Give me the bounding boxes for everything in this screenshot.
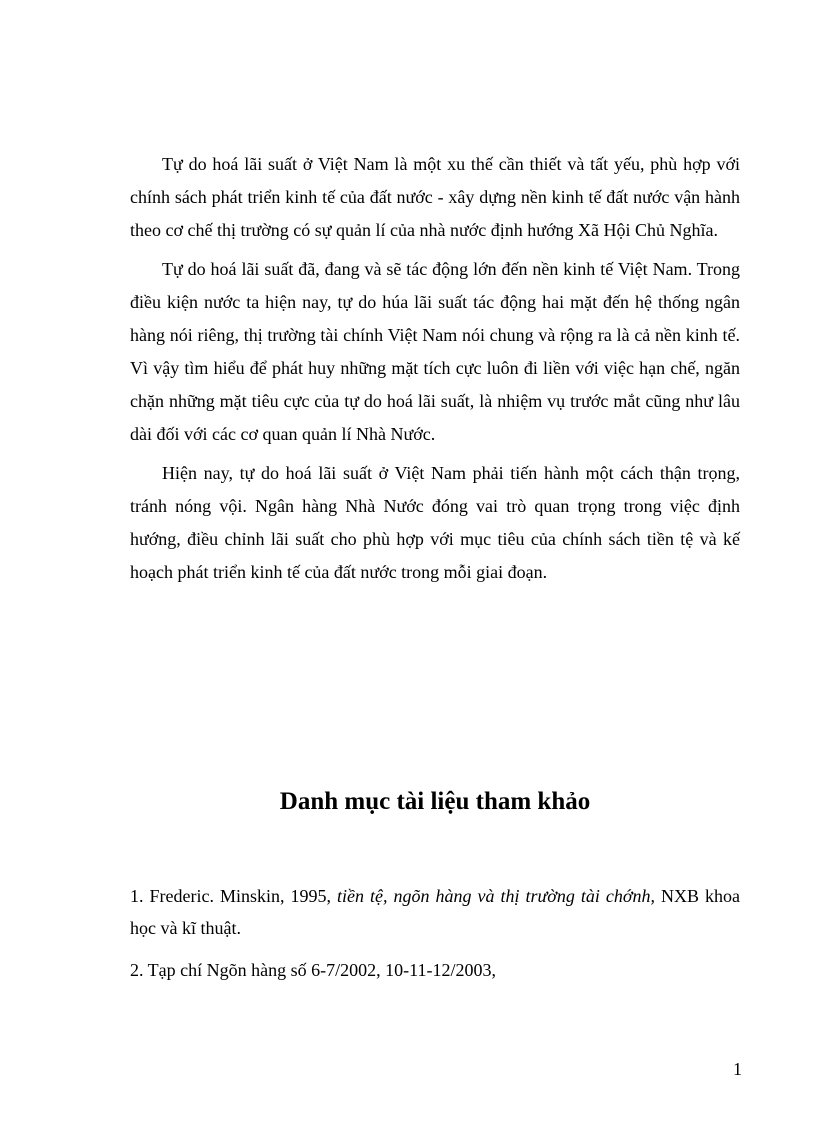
reference-1-title: tiền tệ, ngõn hàng và thị trường tài chớnh,: [336, 886, 655, 906]
references-heading: Danh mục tài liệu tham khảo: [279, 788, 591, 815]
references-list: [130, 880, 740, 996]
paragraph-1: Tự do hoá lãi suất ở Việt Nam là một xu thế cần thiết và tất yếu, phù hợp với chính sách phát triển kinh tế của đất nước - xây dựng nền kinh tế đất nước vận hành theo cơ chế thị trường có sự quản lí của nhà nước định hướng Xã Hội Chủ Nghĩa.: [130, 154, 740, 240]
reference-2-prefix: 2. Tạp chí Ngõn hàng số 6-7/2002, 10-11-12/2003,: [130, 960, 496, 980]
reference-item-1: [130, 880, 740, 944]
body-text: [130, 148, 740, 595]
page-number: 1: [733, 1059, 742, 1079]
reference-item-2: [130, 954, 740, 986]
reference-1-prefix: 1. Frederic. Minskin, 1995,: [130, 886, 337, 906]
paragraph-2: Tự do hoá lãi suất đã, đang và sẽ tác động lớn đến nền kinh tế Việt Nam. Trong điều kiện nước ta hiện nay, tự do húa lãi suất tác động hai mặt đến hệ thống ngân hàng nói riêng, thị trường tài chính Việt Nam nói chung và rộng ra là cả nền kinh tế. Vì vậy tìm hiểu để phát huy những mặt tích cực luôn đi liền với việc hạn chế, ngăn chặn những mặt tiêu cực của tự do hoá lãi suất, là nhiệm vụ trước mắt cũng như lâu dài đối với các cơ quan quản lí Nhà Nước.: [130, 259, 740, 444]
reference-1-suffix: NXB khoa học và kĩ thuật.: [130, 886, 740, 938]
paragraph-3: Hiện nay, tự do hoá lãi suất ở Việt Nam phải tiến hành một cách thận trọng, tránh nóng vội. Ngân hàng Nhà Nước đóng vai trò quan trọng trong việc định hướng, điều chỉnh lãi suất cho phù hợp với mục tiêu của chính sách tiền tệ và kế hoạch phát triển kinh tế của đất nước trong mỗi giai đoạn.: [130, 463, 740, 582]
